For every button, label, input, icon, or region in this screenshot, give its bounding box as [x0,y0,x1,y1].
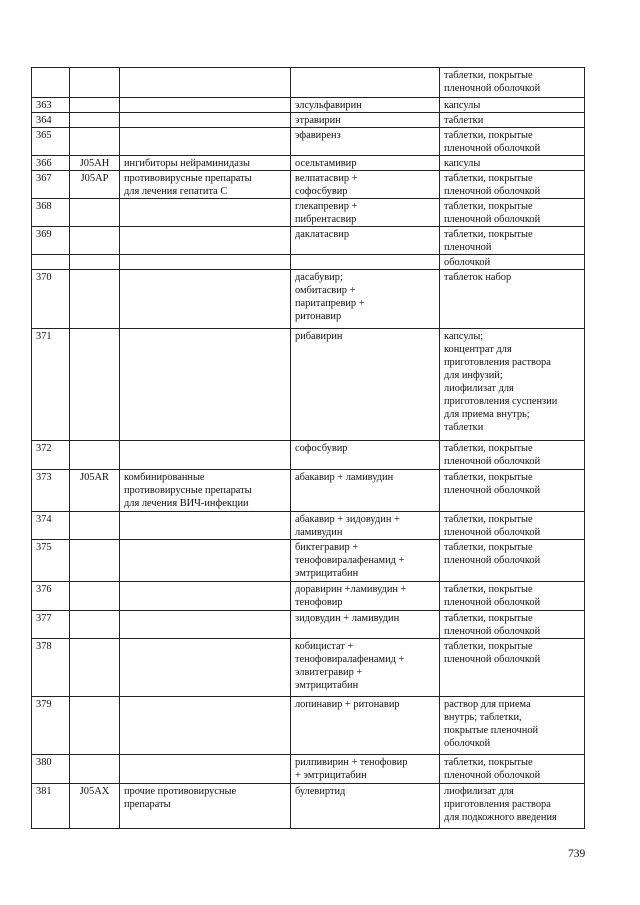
table-row [32,540,585,582]
drug-group-cell: комбинированные противовирусные препараты для лечения ВИЧ-инфекции [120,470,291,512]
drug-group-cell [120,98,291,113]
atc-code-cell [70,540,120,582]
table-row [32,470,585,512]
dosage-form-cell: таблетки [440,113,585,128]
row-number-cell: 365 [32,128,70,156]
active-substance-cell: биктегравир + тенофовиралафенамид + эмтрицитабин [291,540,440,582]
drug-group-cell [120,128,291,156]
atc-code-cell [70,512,120,540]
drug-group-cell [120,512,291,540]
row-number-cell: 364 [32,113,70,128]
active-substance-cell: глекапревир + пибрентасвир [291,199,440,227]
active-substance-cell: булевиртид [291,784,440,829]
atc-code-cell [70,128,120,156]
atc-code-cell: J05AX [70,784,120,829]
active-substance-cell: осельтамивир [291,156,440,171]
drug-group-cell [120,68,291,98]
dosage-form-cell: таблетки, покрытые пленочной оболочкой [440,171,585,199]
dosage-form-cell: таблетки, покрытые пленочной оболочкой [440,512,585,540]
active-substance-cell: абакавир + ламивудин [291,470,440,512]
atc-code-cell [70,441,120,470]
dosage-form-cell: таблетки, покрытые пленочной оболочкой [440,611,585,639]
dosage-form-cell: таблетки, покрытые пленочной оболочкой [440,470,585,512]
active-substance-cell: этравирин [291,113,440,128]
row-number-cell: 378 [32,639,70,697]
drug-group-cell: ингибиторы нейраминидазы [120,156,291,171]
active-substance-cell: лопинавир + ритонавир [291,697,440,755]
dosage-form-cell: таблетки, покрытые пленочной оболочкой [440,199,585,227]
atc-code-cell [70,98,120,113]
drug-group-cell [120,755,291,784]
drug-group-cell [120,113,291,128]
row-number-cell: 375 [32,540,70,582]
row-number-cell [32,255,70,270]
drug-list-table-body [32,68,585,829]
table-row [32,227,585,255]
active-substance-cell: абакавир + зидовудин + ламивудин [291,512,440,540]
table-row [32,156,585,171]
active-substance-cell: велпатасвир + софосбувир [291,171,440,199]
row-number-cell: 369 [32,227,70,255]
atc-code-cell: J05AR [70,470,120,512]
active-substance-cell: элсульфавирин [291,98,440,113]
active-substance-cell: рибавирин [291,329,440,441]
drug-group-cell [120,441,291,470]
table-row [32,113,585,128]
dosage-form-cell: таблетки, покрытые пленочной оболочкой [440,582,585,611]
row-number-cell: 381 [32,784,70,829]
active-substance-cell: кобицистат + тенофовиралафенамид + элвитегравир + эмтрицитабин [291,639,440,697]
row-number-cell: 366 [32,156,70,171]
drug-group-cell [120,270,291,329]
atc-code-cell: J05AH [70,156,120,171]
row-number-cell: 372 [32,441,70,470]
table-row [32,68,585,98]
active-substance-cell: софосбувир [291,441,440,470]
atc-code-cell [70,329,120,441]
row-number-cell: 371 [32,329,70,441]
active-substance-cell [291,255,440,270]
drug-group-cell [120,540,291,582]
row-number-cell: 373 [32,470,70,512]
dosage-form-cell: капсулы; концентрат для приготовления раствора для инфузий; лиофилизат для приготовления суспензии для приема внутрь; таблетки [440,329,585,441]
table-row [32,582,585,611]
dosage-form-cell: таблетки, покрытые пленочной оболочкой [440,755,585,784]
atc-code-cell [70,755,120,784]
atc-code-cell [70,113,120,128]
active-substance-cell: доравирин +ламивудин + тенофовир [291,582,440,611]
drug-group-cell [120,697,291,755]
dosage-form-cell: таблетки, покрытые пленочной оболочкой [440,540,585,582]
dosage-form-cell: таблетки, покрытые пленочной оболочкой [440,68,585,98]
atc-code-cell [70,697,120,755]
drug-group-cell [120,329,291,441]
atc-code-cell [70,582,120,611]
atc-code-cell: J05AP [70,171,120,199]
table-row [32,199,585,227]
atc-code-cell [70,199,120,227]
drug-list-table [31,67,585,829]
drug-group-cell [120,611,291,639]
table-row [32,755,585,784]
table-row [32,611,585,639]
table-row [32,639,585,697]
table-row [32,784,585,829]
table-row [32,329,585,441]
table-row [32,270,585,329]
page-number: 739 [568,848,586,860]
row-number-cell: 363 [32,98,70,113]
row-number-cell: 377 [32,611,70,639]
dosage-form-cell: лиофилизат для приготовления раствора для подкожного введения [440,784,585,829]
active-substance-cell: даклатасвир [291,227,440,255]
atc-code-cell [70,68,120,98]
atc-code-cell [70,270,120,329]
drug-group-cell: противовирусные препараты для лечения гепатита С [120,171,291,199]
row-number-cell: 376 [32,582,70,611]
dosage-form-cell: таблетки, покрытые пленочной оболочкой [440,639,585,697]
table-row [32,98,585,113]
dosage-form-cell: капсулы [440,156,585,171]
atc-code-cell [70,227,120,255]
drug-group-cell [120,255,291,270]
active-substance-cell: дасабувир; омбитасвир + паритапревир + ритонавир [291,270,440,329]
dosage-form-cell: капсулы [440,98,585,113]
dosage-form-cell: таблетки, покрытые пленочной оболочкой [440,441,585,470]
dosage-form-cell: таблетки, покрытые пленочной оболочкой [440,128,585,156]
active-substance-cell: зидовудин + ламивудин [291,611,440,639]
dosage-form-cell: таблетки, покрытые пленочной [440,227,585,255]
atc-code-cell [70,611,120,639]
table-row [32,171,585,199]
dosage-form-cell: таблеток набор [440,270,585,329]
table-row [32,128,585,156]
table-row [32,441,585,470]
dosage-form-cell: оболочкой [440,255,585,270]
row-number-cell [32,68,70,98]
atc-code-cell [70,255,120,270]
active-substance-cell: рилпивирин + тенофовир + эмтрицитабин [291,755,440,784]
row-number-cell: 379 [32,697,70,755]
table-row [32,512,585,540]
row-number-cell: 368 [32,199,70,227]
row-number-cell: 370 [32,270,70,329]
drug-group-cell [120,582,291,611]
drug-group-cell [120,199,291,227]
active-substance-cell: эфавиренз [291,128,440,156]
dosage-form-cell: раствор для приема внутрь; таблетки, покрытые пленочной оболочкой [440,697,585,755]
row-number-cell: 380 [32,755,70,784]
table-row [32,697,585,755]
drug-group-cell [120,227,291,255]
drug-group-cell [120,639,291,697]
row-number-cell: 367 [32,171,70,199]
table-row [32,255,585,270]
drug-group-cell: прочие противовирусные препараты [120,784,291,829]
active-substance-cell [291,68,440,98]
row-number-cell: 374 [32,512,70,540]
atc-code-cell [70,639,120,697]
